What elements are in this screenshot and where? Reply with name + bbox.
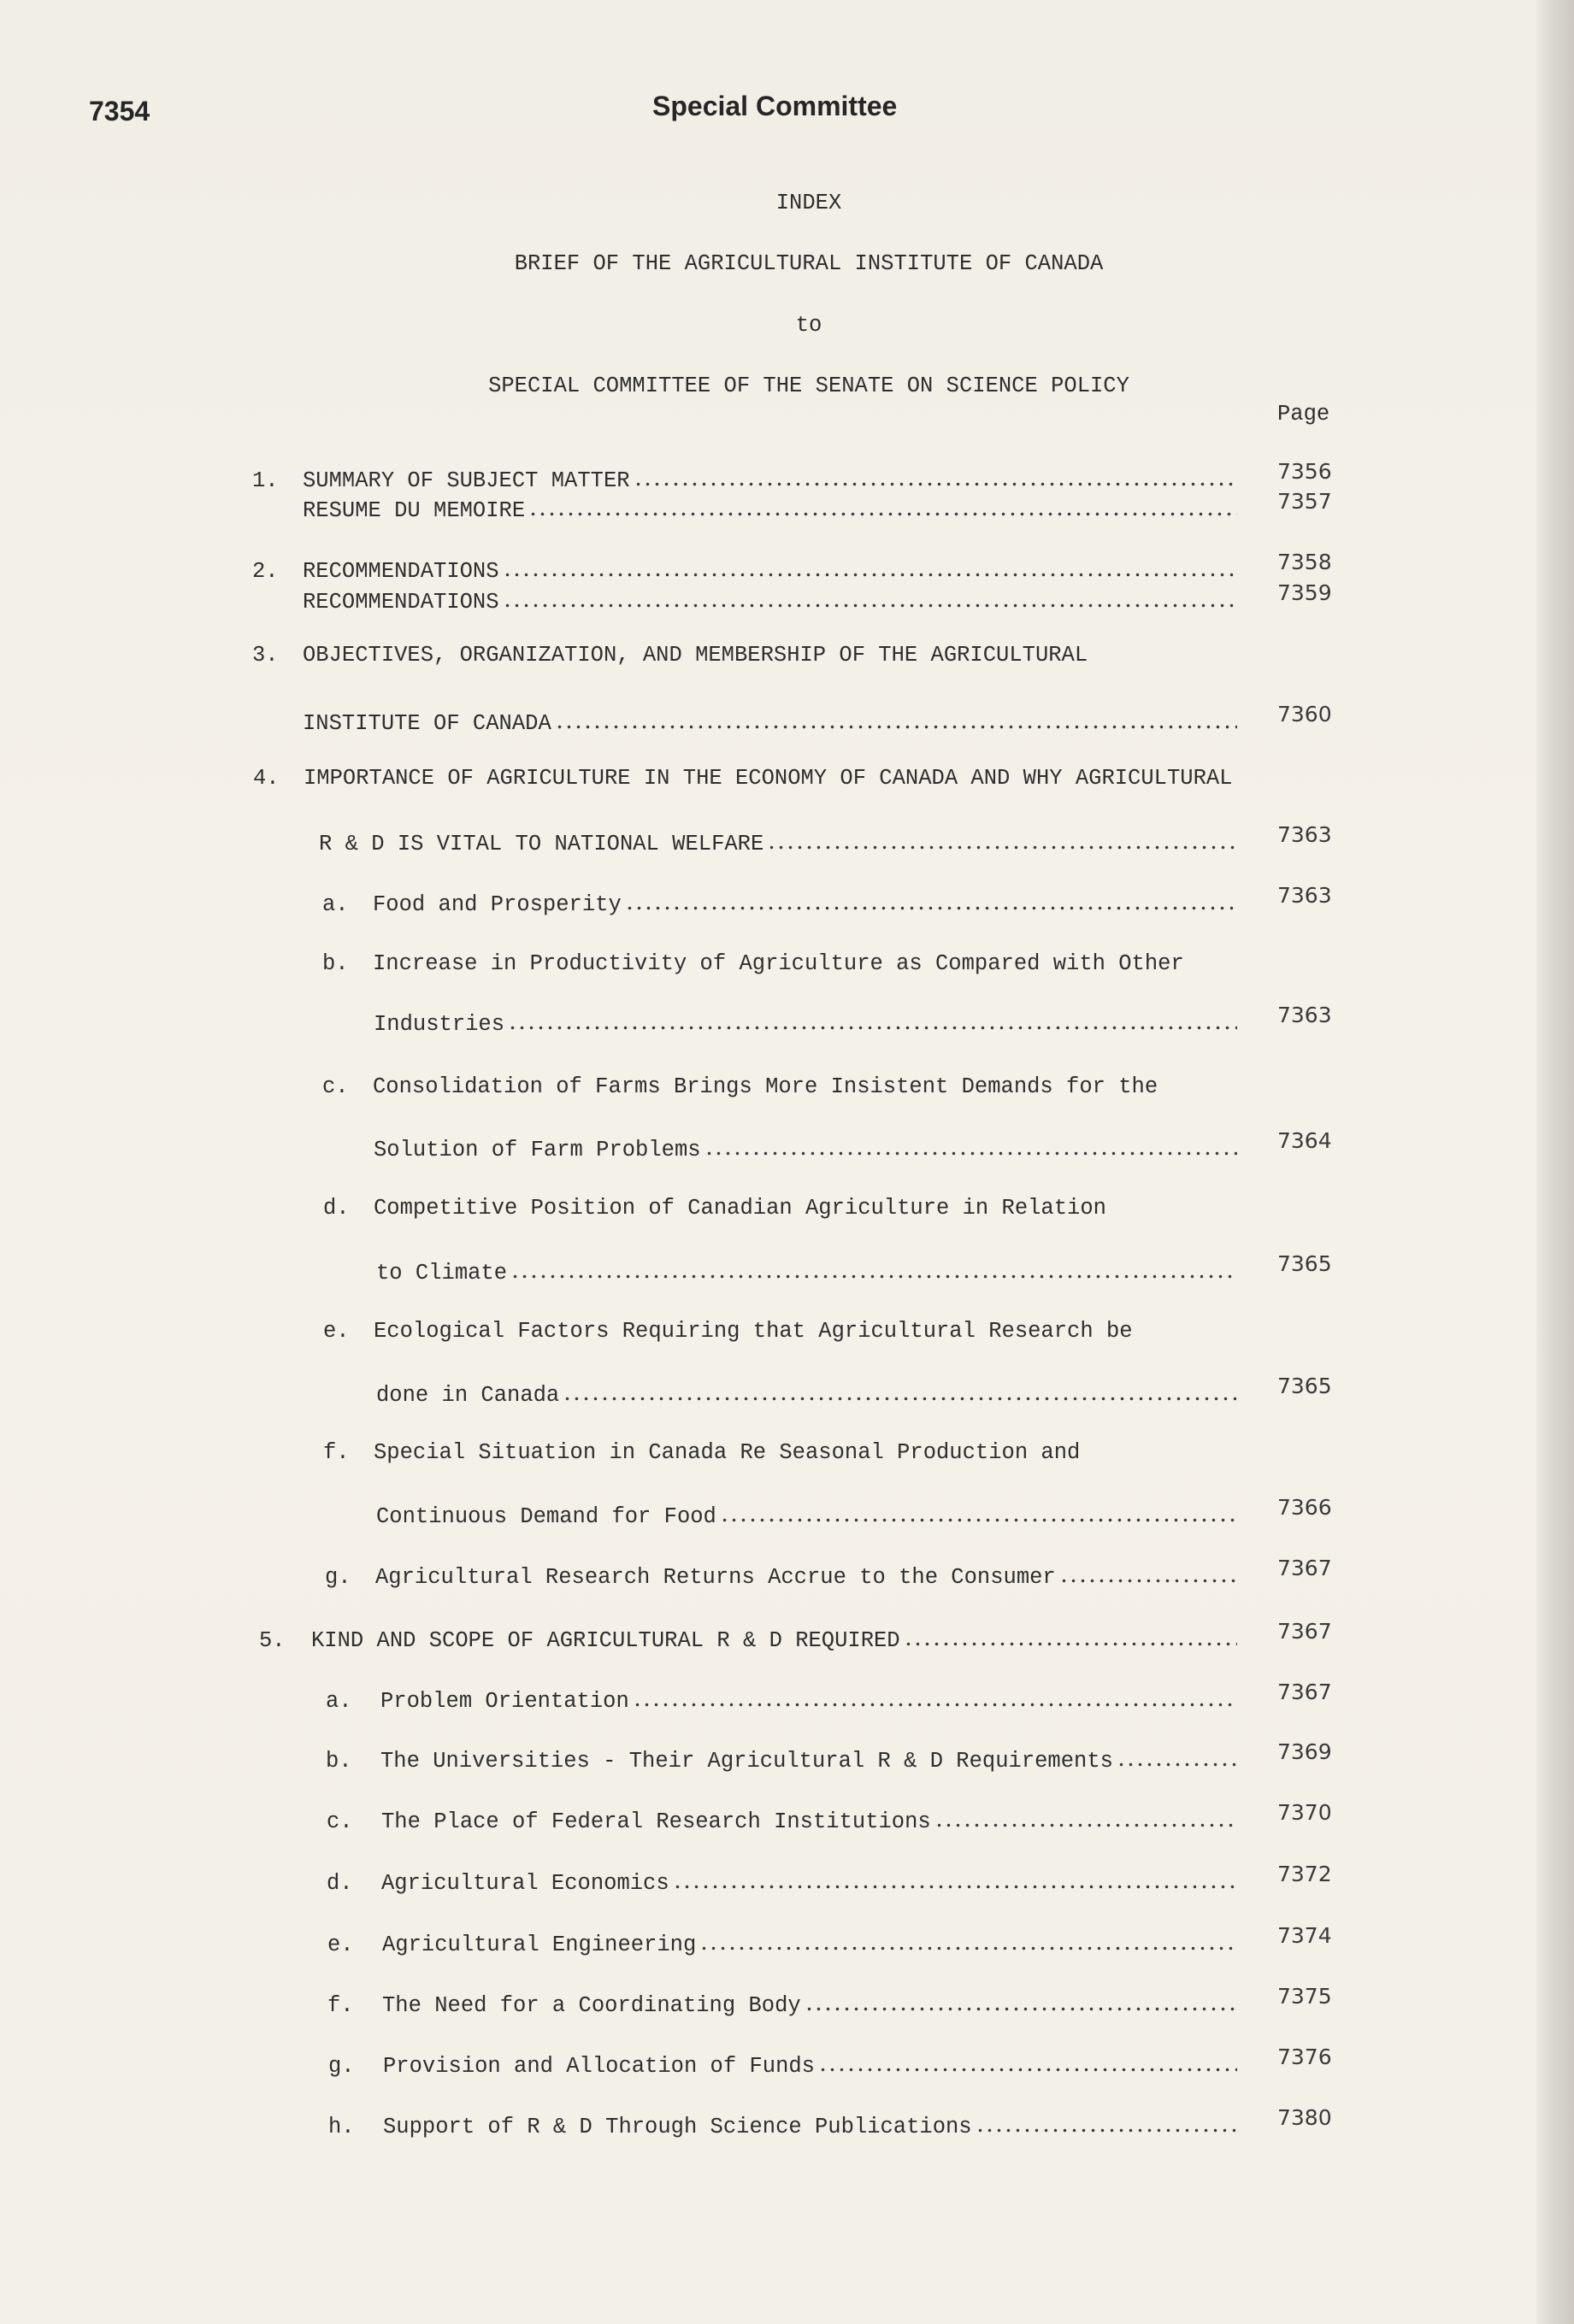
section-number: 5. <box>259 1628 286 1653</box>
toc-subentry <box>327 1800 1334 1835</box>
dot-leader <box>699 1946 1237 1950</box>
dot-leader <box>704 1151 1237 1156</box>
toc-entry <box>252 643 1088 668</box>
subsection-letter: d. <box>327 1871 353 1896</box>
page-reference: 7363 <box>1277 1003 1332 1027</box>
subsection-letter: e. <box>323 1319 350 1344</box>
subsection-letter: g. <box>328 2054 355 2079</box>
toc-subentry <box>323 1440 1080 1466</box>
dot-leader <box>976 2128 1237 2133</box>
entry-text: RESUME DU MEMOIRE <box>303 498 526 523</box>
page-reference: 7372 <box>1277 1862 1332 1886</box>
entry-text: INSTITUTE OF CANADA <box>303 711 551 736</box>
subsection-letter: c. <box>322 1074 349 1099</box>
page-edge-shadow <box>1536 0 1574 2324</box>
toc-subentry <box>328 2105 1334 2140</box>
toc-subentry-continuation <box>376 1495 1334 1530</box>
dot-leader <box>563 1397 1237 1401</box>
page-reference: 7376 <box>1277 2045 1332 2069</box>
page-reference: 7367 <box>1277 1680 1332 1704</box>
toc-entry <box>253 766 1232 791</box>
toc-subentry-continuation <box>374 1128 1334 1163</box>
entry-text: Special Situation in Canada Re Seasonal Production and <box>374 1440 1081 1465</box>
toc-subentry <box>327 1862 1334 1897</box>
dot-leader <box>625 906 1237 910</box>
entry-text: Food and Prosperity <box>373 892 622 917</box>
toc-subentry <box>323 1319 1133 1344</box>
section-number: 4. <box>253 766 280 791</box>
page-reference: 7364 <box>1277 1128 1332 1153</box>
entry-text: The Place of Federal Research Institutions <box>381 1809 931 1834</box>
page-reference: 7360 <box>1277 702 1332 727</box>
toc-entry-continuation <box>303 702 1334 737</box>
toc-subentry <box>326 1739 1334 1774</box>
entry-text: Solution of Farm Problems <box>374 1138 701 1162</box>
entry-text: to Climate <box>376 1261 508 1286</box>
toc-subentry <box>322 1074 1158 1100</box>
page-reference: 7367 <box>1277 1619 1332 1644</box>
entry-text: Problem Orientation <box>380 1689 629 1714</box>
entry-text: Agricultural Research Returns Accrue to the Consumer <box>375 1565 1056 1590</box>
subsection-letter: a. <box>322 892 349 917</box>
dot-leader <box>503 603 1237 608</box>
dot-leader <box>934 1823 1237 1827</box>
page-reference: 7357 <box>1277 489 1332 514</box>
page-reference: 7363 <box>1277 822 1332 847</box>
entry-text: RECOMMENDATIONS <box>303 559 499 584</box>
toc-subentry <box>327 1984 1334 2019</box>
committee-name: SPECIAL COMMITTEE OF THE SENATE ON SCIENCE POLICY <box>488 374 1129 398</box>
subsection-letter: g. <box>325 1565 351 1590</box>
toc-entry <box>303 580 1334 615</box>
toc-subentry <box>323 1196 1106 1221</box>
dot-leader <box>555 725 1237 729</box>
index-heading: INDEX <box>775 191 842 215</box>
dot-leader <box>503 573 1237 577</box>
toc-subentry <box>325 1556 1334 1591</box>
page-column-label: Page <box>1277 402 1330 427</box>
dot-leader <box>528 512 1237 516</box>
entry-text: KIND AND SCOPE OF AGRICULTURAL R & D REQUIRED <box>311 1628 900 1653</box>
subsection-letter: d. <box>323 1196 350 1221</box>
toc-entry <box>303 489 1334 524</box>
section-number: 1. <box>252 468 279 493</box>
dot-leader <box>904 1642 1237 1646</box>
page-reference: 7365 <box>1277 1374 1332 1398</box>
toc-entry-continuation <box>319 822 1334 857</box>
subsection-letter: e. <box>327 1933 354 1957</box>
section-number: 2. <box>252 559 279 584</box>
subsection-letter: f. <box>323 1440 350 1465</box>
toc-subentry <box>326 1680 1334 1715</box>
subsection-letter: h. <box>328 2115 355 2139</box>
entry-text: done in Canada <box>376 1383 560 1408</box>
dot-leader <box>767 845 1237 850</box>
subsection-letter: a. <box>326 1689 352 1714</box>
entry-text: Support of R & D Through Science Publications <box>383 2115 972 2139</box>
entry-text: Agricultural Economics <box>381 1871 669 1896</box>
page-reference: 7369 <box>1277 1739 1332 1764</box>
page-reference: 7359 <box>1277 580 1332 605</box>
toc-subentry-continuation <box>374 1003 1334 1038</box>
dot-leader <box>673 1885 1237 1889</box>
page-reference: 7363 <box>1277 883 1332 908</box>
page-reference: 7365 <box>1277 1251 1332 1276</box>
dot-leader <box>805 2007 1237 2011</box>
subsection-letter: f. <box>327 1993 354 2018</box>
brief-title: BRIEF OF THE AGRICULTURAL INSTITUTE OF CANADA <box>514 251 1104 276</box>
entry-text: Increase in Productivity of Agriculture as Compared with Other <box>373 951 1184 976</box>
toc-subentry-continuation <box>376 1374 1334 1409</box>
section-number: 3. <box>252 643 279 668</box>
toc-subentry <box>322 951 1184 977</box>
toc-subentry <box>327 1923 1334 1958</box>
dot-leader <box>818 2068 1237 2072</box>
running-title: Special Committee <box>652 91 898 121</box>
toc-subentry-continuation <box>376 1251 1334 1286</box>
page-reference: 7380 <box>1277 2105 1332 2130</box>
dot-leader <box>634 482 1237 486</box>
dot-leader <box>1117 1762 1237 1767</box>
page-reference: 7375 <box>1277 1984 1332 2009</box>
page-reference: 7366 <box>1277 1495 1332 1520</box>
entry-text: Agricultural Engineering <box>382 1933 697 1957</box>
dot-leader <box>1059 1579 1237 1583</box>
page-reference: 7358 <box>1277 550 1332 574</box>
dot-leader <box>510 1274 1237 1279</box>
entry-text: Industries <box>374 1012 505 1037</box>
entry-text: Consolidation of Farms Brings More Insistent Demands for the <box>373 1074 1158 1099</box>
subsection-letter: b. <box>322 951 349 976</box>
entry-text: RECOMMENDATIONS <box>303 590 499 615</box>
page-reference: 7370 <box>1277 1800 1332 1825</box>
entry-text: The Need for a Coordinating Body <box>382 1993 801 2018</box>
entry-text: OBJECTIVES, ORGANIZATION, AND MEMBERSHIP OF THE AGRICULTURAL <box>303 643 1088 668</box>
entry-text: Competitive Position of Canadian Agriculture in Relation <box>374 1196 1106 1221</box>
entry-text: Ecological Factors Requiring that Agricultural Research be <box>374 1319 1133 1344</box>
entry-text: SUMMARY OF SUBJECT MATTER <box>303 468 630 493</box>
page-reference: 7374 <box>1277 1923 1332 1948</box>
toc-subentry <box>322 883 1334 918</box>
page-number: 7354 <box>89 96 150 126</box>
toc-entry <box>259 1619 1334 1654</box>
dot-leader <box>508 1026 1237 1030</box>
page-reference: 7356 <box>1277 459 1332 484</box>
connector-text: to <box>795 313 822 338</box>
entry-text: R & D IS VITAL TO NATIONAL WELFARE <box>319 832 764 856</box>
toc-entry <box>252 550 1334 585</box>
toc-subentry <box>328 2045 1334 2080</box>
entry-text: Provision and Allocation of Funds <box>383 2054 815 2079</box>
toc-entry <box>252 459 1334 494</box>
entry-text: IMPORTANCE OF AGRICULTURE IN THE ECONOMY OF CANADA AND WHY AGRICULTURAL <box>304 766 1233 791</box>
dot-leader <box>720 1518 1237 1522</box>
subsection-letter: c. <box>327 1809 353 1834</box>
subsection-letter: b. <box>326 1749 352 1774</box>
entry-text: Continuous Demand for Food <box>376 1504 716 1529</box>
page-reference: 7367 <box>1277 1556 1332 1580</box>
entry-text: The Universities - Their Agricultural R & D Requirements <box>380 1749 1113 1774</box>
dot-leader <box>633 1703 1237 1707</box>
